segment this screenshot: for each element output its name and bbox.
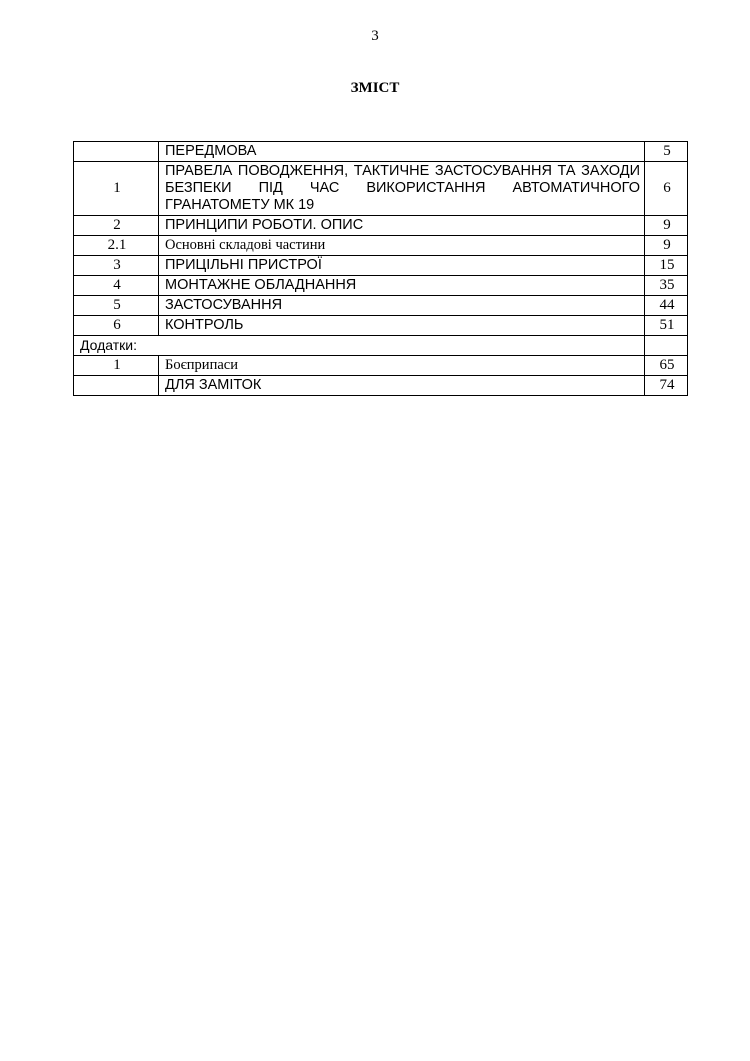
toc-row: [74, 376, 688, 396]
section-number: 1: [74, 162, 159, 216]
page-ref: 9: [645, 216, 688, 236]
section-title: Боєприпаси: [159, 356, 645, 376]
section-title: Основні складові частини: [159, 236, 645, 256]
page-ref: 35: [645, 276, 688, 296]
toc-row: [74, 216, 688, 236]
section-title: ПРАВЕЛА ПОВОДЖЕННЯ, ТАКТИЧНЕ ЗАСТОСУВАННЯ ТА ЗАХОДИ БЕЗПЕКИ ПІД ЧАС ВИКОРИСТАННЯ АВТОМАТИЧНОГО ГРАНАТОМЕТУ МК 19: [159, 162, 645, 216]
section-number: 2.1: [74, 236, 159, 256]
page-number: 3: [371, 28, 379, 44]
section-title: МОНТАЖНЕ ОБЛАДНАННЯ: [159, 276, 645, 296]
section-title: ПРИЦІЛЬНІ ПРИСТРОЇ: [159, 256, 645, 276]
toc-row: [74, 356, 688, 376]
page-ref-empty: [645, 336, 688, 356]
toc-row: [74, 316, 688, 336]
section-number: 2: [74, 216, 159, 236]
section-number: [74, 376, 159, 396]
toc-row: [74, 256, 688, 276]
section-title: КОНТРОЛЬ: [159, 316, 645, 336]
page-ref: 5: [645, 142, 688, 162]
toc-row: [74, 296, 688, 316]
section-title: ДЛЯ ЗАМІТОК: [159, 376, 645, 396]
page-ref: 44: [645, 296, 688, 316]
section-number: 1: [74, 356, 159, 376]
section-number: [74, 142, 159, 162]
toc-row: [74, 236, 688, 256]
section-number: 4: [74, 276, 159, 296]
table-of-contents: [73, 141, 688, 396]
document-title: ЗМІСТ: [350, 80, 400, 96]
section-number: 5: [74, 296, 159, 316]
section-title: ПРИНЦИПИ РОБОТИ. ОПИС: [159, 216, 645, 236]
section-title: ЗАСТОСУВАННЯ: [159, 296, 645, 316]
page-ref: 74: [645, 376, 688, 396]
section-number: 3: [74, 256, 159, 276]
appendix-label: Додатки:: [74, 336, 645, 356]
page-ref: 65: [645, 356, 688, 376]
toc-row: [74, 276, 688, 296]
page-ref: 6: [645, 162, 688, 216]
toc-row: [74, 142, 688, 162]
section-title: ПЕРЕДМОВА: [159, 142, 645, 162]
section-number: 6: [74, 316, 159, 336]
toc-row: [74, 162, 688, 216]
page-ref: 15: [645, 256, 688, 276]
page-ref: 9: [645, 236, 688, 256]
page-ref: 51: [645, 316, 688, 336]
appendix-header-row: [74, 336, 688, 356]
